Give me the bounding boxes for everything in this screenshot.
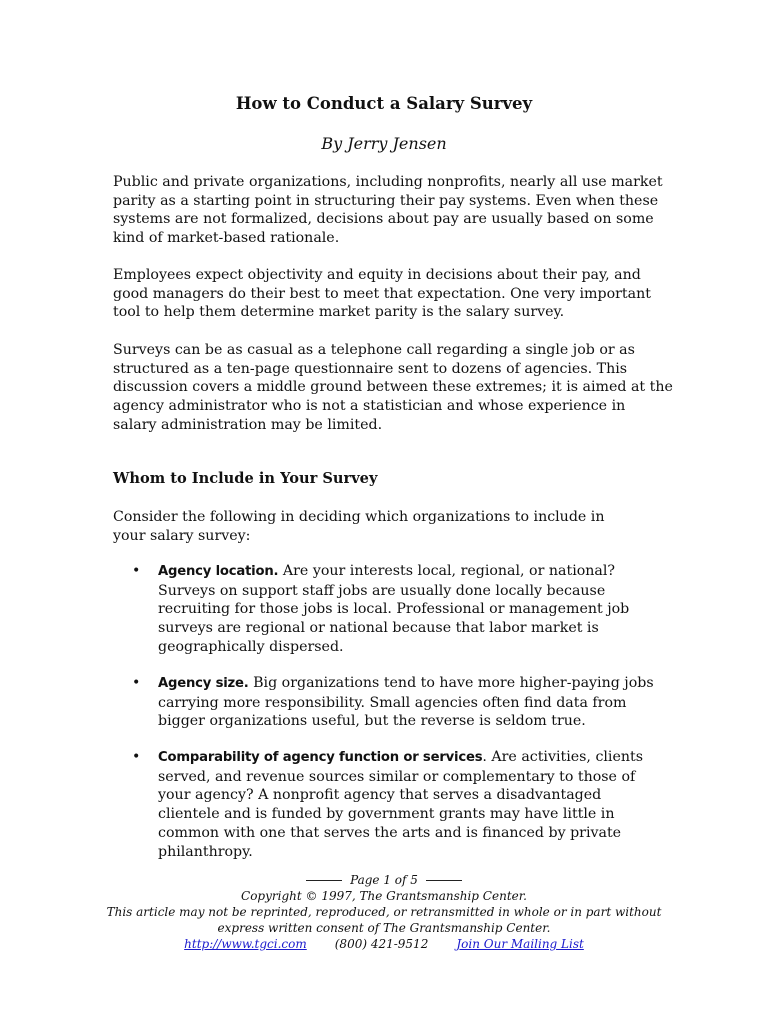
- list-item-agency-location: [132, 562, 658, 657]
- footer-contact-line: [0, 936, 768, 952]
- paragraph-survey-types: Surveys can be as casual as a telephone call regarding a single job or as structured as a ten-page questionnaire sent to dozens of agencies. This discussion covers a middle ground between these extremes; it is aimed at the agency administrator who is not a statistician and whose experience in salary administration may be limited.: [113, 342, 673, 433]
- page-footer: [0, 872, 768, 952]
- list-item-agency-size: [132, 674, 658, 731]
- website-link[interactable]: http://www.tgci.com: [184, 937, 307, 951]
- page-number: Page 1 of 5: [350, 873, 418, 887]
- footer-rule-left: [306, 880, 342, 881]
- footer-rule-right: [426, 880, 462, 881]
- bullet-icon: •: [132, 675, 141, 691]
- copyright-text: Copyright © 1997, The Grantsmanship Center.: [241, 889, 527, 903]
- section-intro: Consider the following in deciding which organizations to include in your salary survey:: [113, 509, 605, 544]
- paragraph-intro: Public and private organizations, including nonprofits, nearly all use market parity as a starting point in structuring their pay systems. Even when these systems are not formalized, decisions about pay are usually based on some kind of market-based rationale.: [113, 174, 663, 247]
- bullet-icon: •: [132, 749, 141, 765]
- list-item-comparability: [132, 748, 654, 861]
- list-item-lead: Agency location.: [158, 564, 279, 579]
- list-item-lead: Agency size.: [158, 676, 249, 691]
- phone-number: (800) 421-9512: [334, 937, 429, 951]
- list-item-lead: Comparability of agency function or services: [158, 750, 483, 765]
- list-item-text: Are your interests local, regional, or national? Surveys on support staff jobs are usually done locally because recruiting for those jobs is local. Professional or management job surveys are regional or national because that labor market is geographically dispersed.: [158, 563, 630, 655]
- page-number-line: [0, 872, 768, 888]
- document-title: How to Conduct a Salary Survey: [235, 94, 533, 113]
- paragraph-objectivity: Employees expect objectivity and equity in decisions about their pay, and good managers do their best to meet that expectation. One very important tool to help them determine market parity is the salary survey.: [113, 267, 651, 321]
- document-byline: By Jerry Jensen: [321, 134, 447, 153]
- reprint-notice-line-1: This article may not be reprinted, reproduced, or retransmitted in whole or in part without: [106, 905, 662, 919]
- section-heading: Whom to Include in Your Survey: [113, 470, 378, 487]
- reprint-notice-line-2: express written consent of The Grantsmanship Center.: [217, 921, 551, 935]
- list-item-text: . Are activities, clients served, and revenue sources similar or complementary to those of your agency? A nonprofit agency that serves a disadvantaged clientele and is funded by government grants may have little in common with one that serves the arts and is financed by private philanthropy.: [158, 749, 643, 860]
- mailing-list-link[interactable]: Join Our Mailing List: [456, 937, 584, 951]
- bullet-icon: •: [132, 563, 141, 579]
- list-item-text: Big organizations tend to have more higher-paying jobs carrying more responsibility. Small agencies often find data from bigger organizations useful, but the reverse is seldom true.: [158, 675, 654, 730]
